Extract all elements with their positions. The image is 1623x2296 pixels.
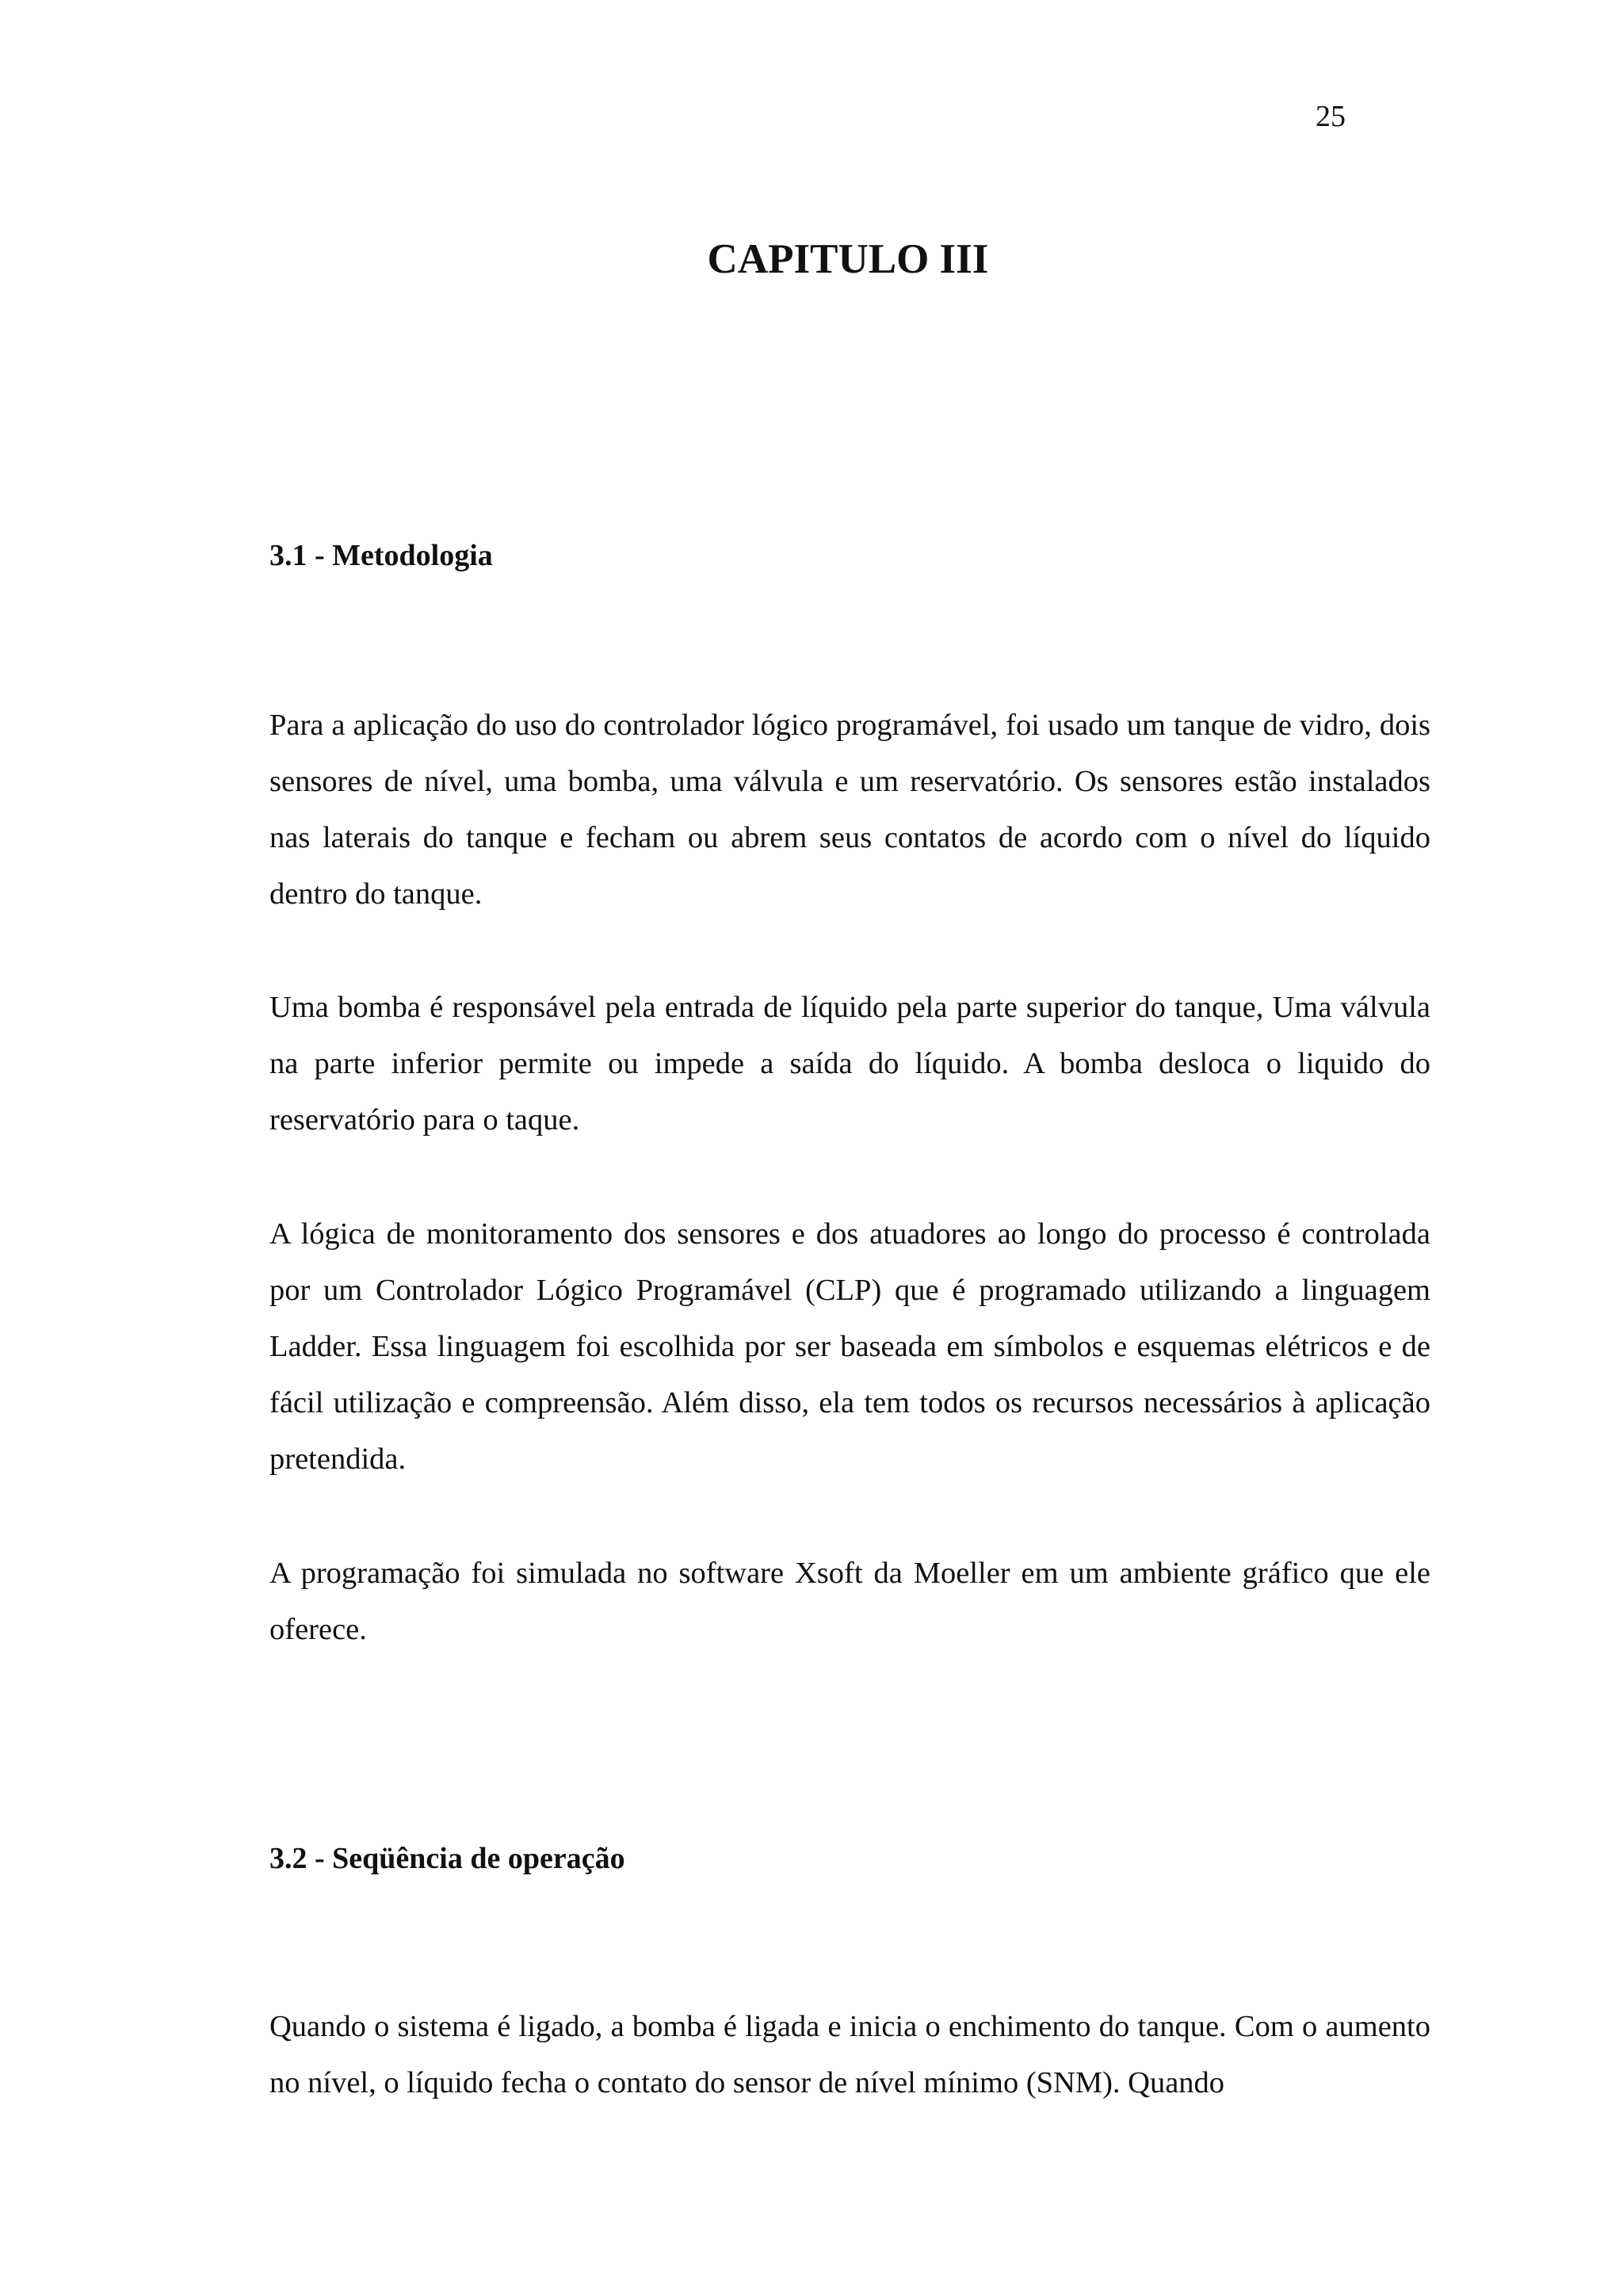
paragraph: Para a aplicação do uso do controlador lógico programável, foi usado um tanque de vidro, dois sensores de nível, uma bomba, uma válvula e um reservatório. Os sensores estão instalados nas laterais do tanque e fecham ou abrem seus contatos de acordo com o nível do líquido dentro do tanque. xyxy=(269,709,1430,911)
paragraph: A programação foi simulada no software Xsoft da Moeller em um ambiente gráfico que ele oferece. xyxy=(269,1557,1430,1646)
page-number: 25 xyxy=(1316,100,1346,133)
paragraph: A lógica de monitoramento dos sensores e dos atuadores ao longo do processo é controlada por um Controlador Lógico Programável (CLP) que é programado utilizando a linguagem Ladder. Essa linguagem foi escolhida por ser baseada em símbolos e esquemas elétricos e de fácil utilização e compreensão. Além disso, ela tem todos os recursos necessários à aplicação pretendida. xyxy=(269,1217,1430,1476)
section-heading-metodologia: 3.1 - Metodologia xyxy=(269,539,493,572)
chapter-title: CAPITULO III xyxy=(707,236,989,282)
section-heading-sequencia-de-operacao: 3.2 - Seqüência de operação xyxy=(269,1842,625,1875)
paragraph: Uma bomba é responsável pela entrada de líquido pela parte superior do tanque, Uma válvula na parte inferior permite ou impede a saída do líquido. A bomba desloca o liquido do reservatório para o taque. xyxy=(269,991,1430,1137)
paragraph: Quando o sistema é ligado, a bomba é ligada e inicia o enchimento do tanque. Com o aumento no nível, o líquido fecha o contato do sensor de nível mínimo (SNM). Quando xyxy=(269,2010,1430,2099)
